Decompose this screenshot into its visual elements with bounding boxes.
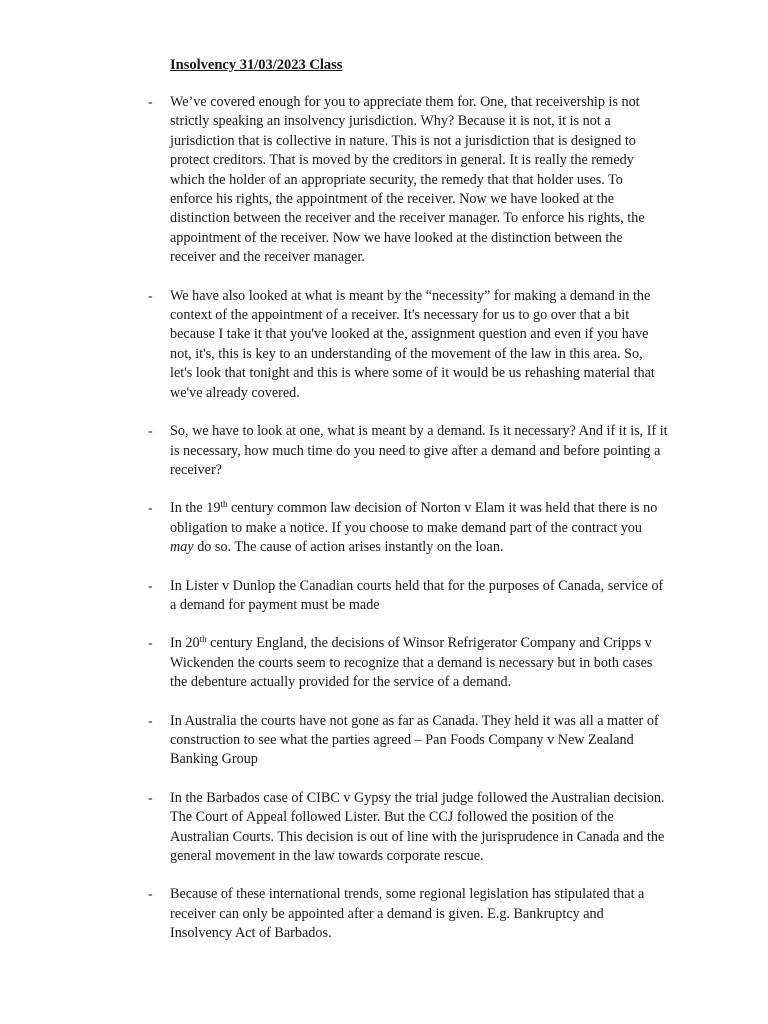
text-segment: do so. The cause of action arises instantly on the loan. — [193, 539, 504, 556]
paragraph-australia: In Australia the courts have not gone as far as Canada. They held it was all a matter of construction to see what the parties agreed – Pan Foods Company v New Zealand Banking Group — [170, 712, 659, 768]
paragraph-regional-legislation: Because of these international trends, some regional legislation has stipulated that a receiver can only be appointed after a demand is given. E.g. Bankruptcy and Insolvency Act of Barbados. — [170, 886, 645, 942]
list-bullet: - — [148, 713, 153, 729]
list-item — [148, 577, 668, 616]
superscript: th — [199, 634, 207, 645]
list-item — [148, 634, 668, 692]
notes-list — [148, 93, 668, 944]
list-bullet: - — [148, 636, 153, 652]
list-item — [148, 499, 668, 557]
list-bullet: - — [148, 424, 153, 440]
paragraph-demand-question: So, we have to look at one, what is meant by a demand. Is it necessary? And if it is, If it is necessary, how much time do you need to give after a demand and before pointing a receiver? — [170, 423, 668, 478]
paragraph-lister-v-dunlop: In Lister v Dunlop the Canadian courts held that for the purposes of Canada, service of a demand for payment must be made — [170, 577, 664, 613]
paragraph-barbados-case: In the Barbados case of CIBC v Gypsy the trial judge followed the Australian decision. The Court of Appeal followed Lister. But the CCJ followed the position of the Australian Courts. This decision is out of line with the jurisprudence in Canada and the general movement in the law towards corporate rescue. — [170, 789, 665, 864]
list-bullet: - — [148, 790, 153, 806]
list-bullet: - — [148, 288, 153, 304]
list-item — [148, 885, 668, 943]
superscript: th — [220, 499, 228, 510]
document-title: Insolvency 31/03/2023 Class — [170, 57, 343, 73]
list-bullet: - — [148, 578, 153, 594]
list-item — [148, 93, 668, 268]
list-item — [148, 422, 668, 480]
list-bullet: - — [148, 501, 153, 517]
list-bullet: - — [148, 887, 153, 903]
text-segment: century England, the decisions of Winsor Refrigerator Company and Cripps v Wickenden the courts seem to recognize that a demand is necessary but in both cases the debenture actually provided for the service of a demand. — [170, 635, 653, 691]
paragraph-receivership: We’ve covered enough for you to appreciate them for. One, that receivership is not strictly speaking an insolvency jurisdiction. Why? Because it is not, it is not a jurisdiction that is collective in nature. This is not a jurisdiction that is designed to protect creditors. That is moved by the creditors in general. It is really the remedy which the holder of an appropriate security, the remedy that that holder uses. To enforce his rights, the appointment of the receiver. Now we have looked at the distinction between the receiver and the receiver manager. To enforce his rights, the appointment of the receiver. Now we have looked at the distinction between the receiver and the receiver manager. — [170, 94, 645, 266]
text-segment: In the 19 — [170, 500, 221, 517]
text-segment: In 20 — [170, 635, 200, 652]
list-item — [148, 712, 668, 770]
list-bullet: - — [148, 95, 153, 110]
list-item — [148, 287, 668, 403]
italic-text: may — [170, 539, 194, 556]
paragraph-england — [170, 634, 668, 692]
text-segment: century common law decision of Norton v Elam it was held that there is no obligation to make a notice. If you choose to make demand part of the contract you — [170, 500, 658, 536]
paragraph-norton-v-elam — [170, 499, 668, 557]
paragraph-necessity: We have also looked at what is meant by the “necessity” for making a demand in the context of the appointment of a receiver. It's necessary for us to go over that a bit because I take it that you've looked at the, assignment question and even if you have not, it's, this is key to an understanding of the movement of the law in this area. So, let's look that tonight and this is where some of it would be us rehashing material that we've already covered. — [170, 287, 655, 401]
list-item — [148, 789, 668, 867]
